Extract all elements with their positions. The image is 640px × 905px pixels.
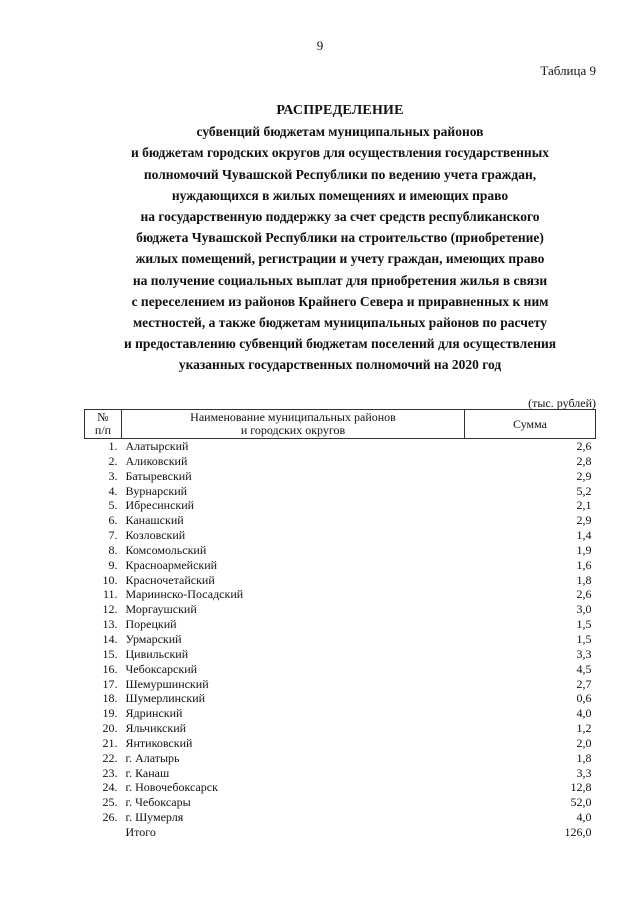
row-value: 2,6 (576, 439, 592, 453)
table-row (85, 602, 596, 617)
title-line: жилых помещений, регистрации и учету граждан, имеющих право (135, 251, 545, 267)
header-number-line1: № (97, 410, 109, 424)
row-name: Шумерлинский (125, 691, 206, 706)
title-line: на государственную поддержку за счет средств республиканского (140, 209, 540, 225)
row-name: Ядринский (125, 706, 183, 721)
table-row (85, 632, 596, 647)
title-main: РАСПРЕДЕЛЕНИЕ (276, 103, 404, 118)
row-value: 2,6 (576, 587, 592, 602)
row-value: 4,0 (576, 706, 592, 721)
subvention-table (84, 409, 596, 840)
header-number (85, 410, 122, 439)
row-name: г. Алатырь (125, 750, 180, 765)
row-number: 1. (108, 439, 118, 453)
table-row (85, 573, 596, 588)
row-name: Порецкий (125, 617, 177, 632)
row-name: Алатырский (125, 439, 189, 453)
title-line: на получение социальных выплат для приобретения жилья в связи (132, 272, 548, 288)
row-value: 126,0 (564, 824, 592, 839)
header-name-line1: Наименование муниципальных районов (190, 410, 396, 424)
row-value: 4,0 (576, 810, 592, 825)
row-number: 9. (108, 557, 118, 572)
row-number: 15. (102, 646, 118, 661)
row-name: Яльчикский (125, 721, 187, 736)
row-number: 6. (108, 513, 118, 528)
row-name: Итого (125, 824, 156, 839)
table-row (85, 662, 596, 677)
title-line: полномочий Чувашской Республики по ведению учета граждан, (143, 166, 537, 182)
table-row (85, 498, 596, 513)
row-value: 2,9 (576, 468, 592, 483)
row-value: 1,6 (576, 557, 592, 572)
row-name: Батыревский (125, 468, 192, 483)
table-row (85, 691, 596, 706)
units-label: (тыс. рублей) (528, 396, 596, 410)
row-name: г. Чебоксары (125, 795, 191, 810)
table-row (85, 513, 596, 528)
row-value: 5,2 (576, 483, 592, 498)
table-row (85, 617, 596, 632)
row-number: 23. (102, 765, 118, 780)
row-name: г. Канаш (125, 765, 170, 780)
row-name: Красночетайский (125, 572, 215, 587)
row-value: 3,3 (576, 646, 592, 661)
row-number: 20. (102, 721, 118, 736)
row-name: Чебоксарский (125, 661, 198, 676)
row-name: Ибресинский (125, 498, 195, 513)
row-value: 2,1 (576, 498, 592, 513)
table-row (85, 736, 596, 751)
table-row (85, 795, 596, 810)
row-number (85, 825, 122, 840)
title-line: нуждающихся в жилых помещениях и имеющих право (171, 187, 509, 203)
table-body (85, 439, 596, 840)
row-value: 1,8 (576, 572, 592, 587)
row-number: 13. (102, 617, 118, 632)
row-name: г. Новочебоксарск (125, 780, 218, 795)
row-number: 25. (102, 795, 118, 810)
title-line: с переселением из районов Крайнего Севера и приравненных к ним (131, 293, 549, 309)
table-row (85, 825, 596, 840)
row-value: 2,7 (576, 676, 592, 691)
title-line: и предоставлению субвенций бюджетам поселений для осуществления (123, 336, 557, 352)
table-row (85, 454, 596, 469)
row-value: 2,9 (576, 513, 592, 528)
row-name: Вурнарский (125, 483, 188, 498)
header-number-line2: п/п (94, 423, 112, 437)
row-number: 21. (102, 735, 118, 750)
table-row (85, 751, 596, 766)
row-value: 3,0 (576, 602, 592, 617)
title-line: местностей, а также бюджетам муниципальных районов по расчету (132, 315, 548, 331)
row-value: 52,0 (570, 795, 592, 810)
row-number: 24. (102, 780, 118, 795)
row-number: 5. (108, 498, 118, 513)
table-row (85, 721, 596, 736)
row-number: 18. (102, 691, 118, 706)
row-name: Аликовский (125, 453, 188, 468)
row-number: 12. (102, 602, 118, 617)
table-row (85, 558, 596, 573)
table-row (85, 543, 596, 558)
row-value: 12,8 (570, 780, 592, 795)
row-value: 1,9 (576, 542, 592, 557)
row-number: 3. (108, 468, 118, 483)
table-row (85, 706, 596, 721)
row-name: Козловский (125, 528, 186, 543)
table-header-row (85, 410, 596, 439)
row-value: 1,5 (576, 617, 592, 632)
table-row (85, 484, 596, 499)
row-value: 3,3 (576, 765, 592, 780)
row-number: 17. (102, 676, 118, 691)
row-number: 19. (102, 706, 118, 721)
row-value: 2,8 (576, 453, 592, 468)
row-name: Шемуршинский (125, 676, 209, 691)
row-number: 26. (102, 810, 118, 825)
title-line: субвенций бюджетам муниципальных районов (196, 124, 484, 140)
row-value: 0,6 (576, 691, 592, 706)
row-name: Урмарский (125, 631, 182, 646)
table-row (85, 647, 596, 662)
row-name: г. Шумерля (125, 810, 184, 825)
row-name: Красноармейский (125, 557, 218, 572)
header-name (122, 410, 465, 439)
title-line: указанных государственных полномочий на 2020 год (178, 357, 502, 373)
row-number: 11. (102, 587, 118, 602)
row-name: Комсомольский (125, 542, 207, 557)
row-value: 1,8 (576, 750, 592, 765)
row-name: Канашский (125, 513, 184, 528)
row-value: 1,5 (576, 631, 592, 646)
table-row (85, 528, 596, 543)
row-value: 1,2 (576, 721, 592, 736)
row-number: 2. (108, 453, 118, 468)
document-title (60, 100, 620, 376)
row-number: 16. (102, 661, 118, 676)
table-row (85, 587, 596, 602)
row-name: Янтиковский (125, 735, 193, 750)
table-row (85, 677, 596, 692)
row-value: 2,0 (576, 735, 592, 750)
page-number: 9 (316, 38, 324, 53)
table-row (85, 766, 596, 781)
row-value: 1,4 (576, 528, 592, 543)
row-name: Моргаушский (125, 602, 197, 617)
table-row (85, 439, 596, 454)
table-row (85, 780, 596, 795)
title-line: и бюджетам городских округов для осуществления государственных (131, 145, 549, 161)
row-value: 4,5 (576, 661, 592, 676)
row-name: Цивильский (125, 646, 189, 661)
row-number: 8. (108, 542, 118, 557)
header-name-line2: и городских округов (240, 423, 346, 437)
header-sum: Сумма (465, 410, 596, 439)
row-number: 10. (102, 572, 118, 587)
row-number: 4. (108, 483, 118, 498)
row-name: Мариинско-Посадский (125, 587, 244, 602)
row-number: 14. (102, 631, 118, 646)
table-label: Таблица 9 (540, 63, 596, 78)
title-line: бюджета Чувашской Республики на строительство (приобретение) (136, 230, 544, 246)
row-number: 22. (102, 750, 118, 765)
table-row (85, 469, 596, 484)
row-number: 7. (108, 528, 118, 543)
table-row (85, 810, 596, 825)
